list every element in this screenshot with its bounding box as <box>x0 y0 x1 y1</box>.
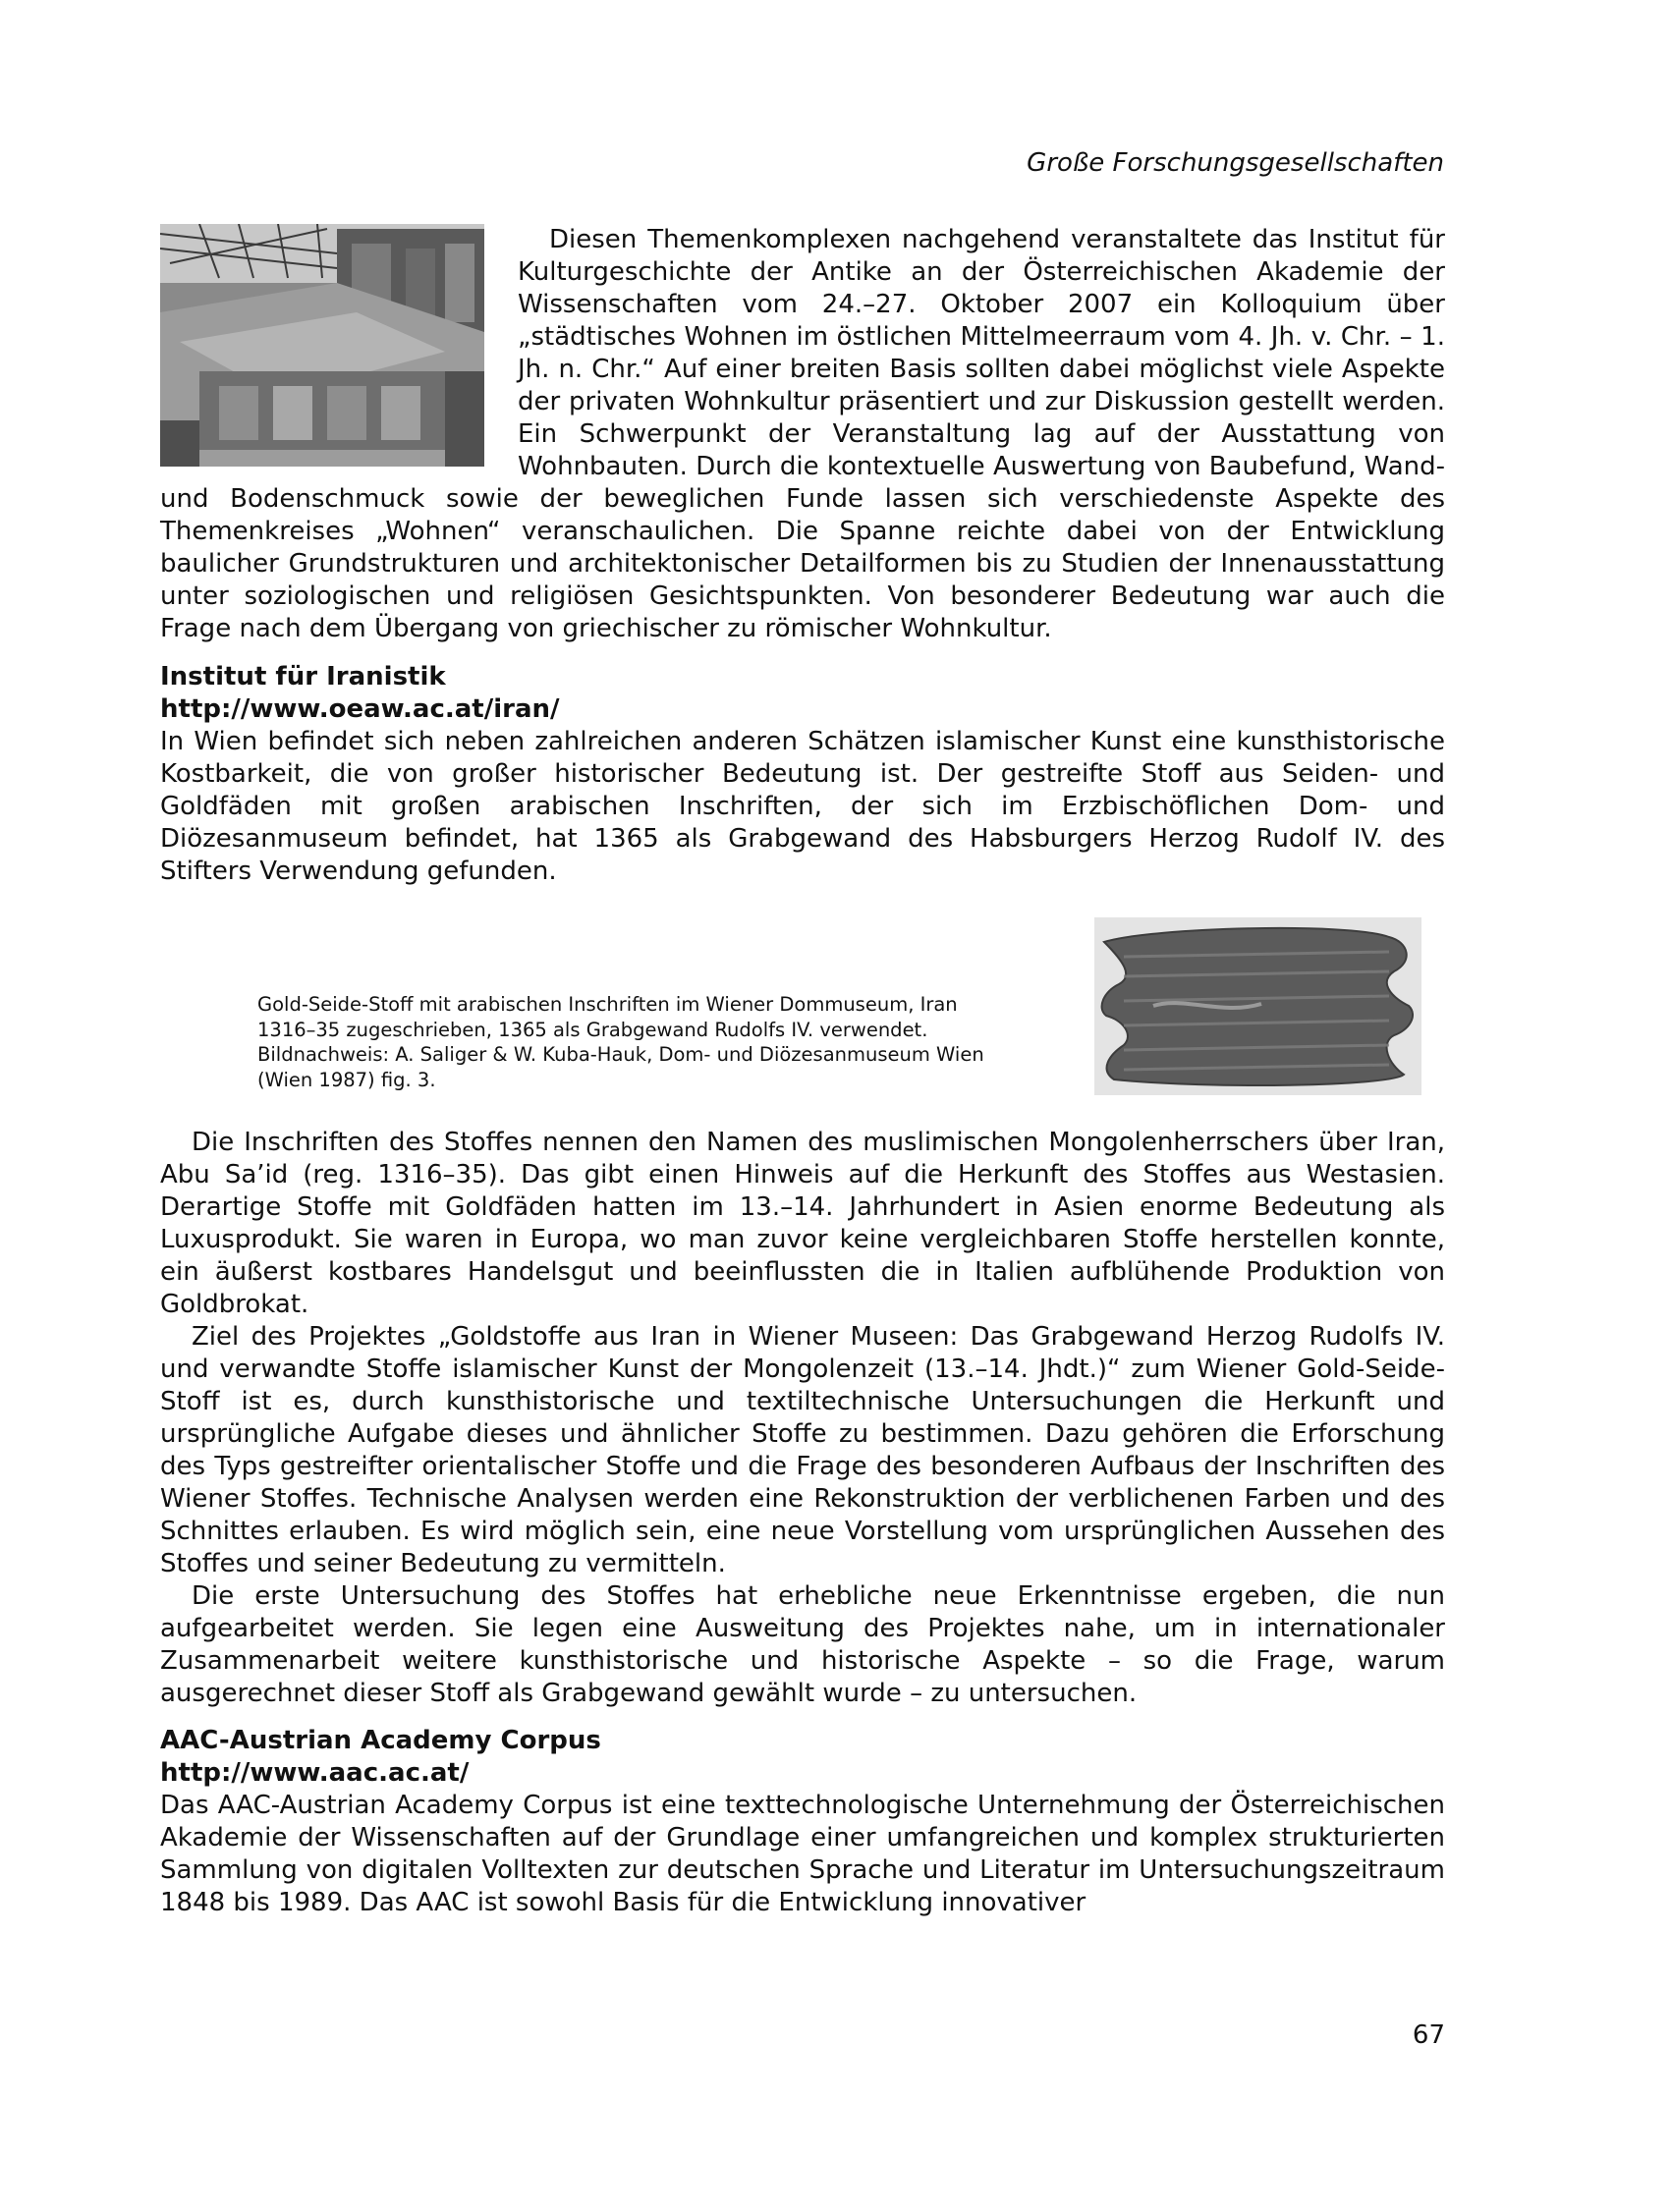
page-number: 67 <box>1412 2020 1445 2050</box>
aac-paragraph: Das AAC-Austrian Academy Corpus ist eine texttechnologische Unternehmung der Österreichischen Akademie der Wissenschaften auf der Grundlage einer umfangreichen und komplex strukturierten Sammlung von digitalen Volltexten zur deutschen Sprache und Literatur im Untersuchungszeitraum 1848 bis 1989. Das AAC ist sowohl Basis für die Entwicklung innovativer <box>160 1791 1445 1917</box>
aac-url: http://www.aac.ac.at/ <box>160 1758 470 1788</box>
iranistik-url: http://www.oeaw.ac.at/iran/ <box>160 694 560 724</box>
caption-line: 1316–35 zugeschrieben, 1365 als Grabgewand Rudolfs IV. verwendet. <box>257 1018 928 1041</box>
running-head: Große Forschungsgesellschaften <box>1027 148 1444 178</box>
body-paragraph: Die erste Untersuchung des Stoffes hat erhebliche neue Erkenntnisse ergeben, die nun aufgearbeitet werden. Sie legen eine Ausweitung des Projektes nahe, um in internationaler Zusammenarbeit weitere kunsthistorische und historische Aspekte – so die Frage, warum ausgerechnet dieser Stoff als Grabgewand gewählt wurde – zu untersuchen. <box>160 1581 1445 1708</box>
figure-caption <box>257 992 1073 1092</box>
caption-line: (Wien 1987) fig. 3. <box>257 1068 436 1091</box>
iranistik-section <box>160 661 1445 888</box>
body-paragraph: Ziel des Projektes „Goldstoffe aus Iran in Wiener Museen: Das Grabgewand Herzog Rudolfs IV. und verwandte Stoffe islamischer Kunst der Mongolenzeit (13.–14. Jhdt.)“ zum Wiener Gold-Seide-Stoff ist es, durch kunsthistorische und textiltechnische Untersuchungen die Herkunft und ursprüngliche Aufgabe dieses und ähnlicher Stoffe zu bestimmen. Dazu gehören die Erforschung des Typs gestreifter orientalischer Stoffe und die Frage des besonderen Aufbaus der Inschriften des Wiener Stoffes. Technische Analysen werden eine Rekonstruktion der verblichenen Farben und des Schnittes erlauben. Es wird möglich sein, eine neue Vorstellung vom ursprünglichen Aussehen des Stoffes und seiner Bedeutung zu vermitteln. <box>160 1322 1445 1578</box>
intro-section <box>160 224 1445 645</box>
body-paragraph: Die Inschriften des Stoffes nennen den Namen des muslimischen Mongolenherrschers über Iran, Abu Sa’id (reg. 1316–35). Das gibt einen Hinweis auf die Herkunft des Stoffes aus Westasien. Derartige Stoffe mit Goldfäden hatten im 13.–14. Jahrhundert in Asien enorme Bedeutung als Luxusprodukt. Sie waren in Europa, wo man zuvor keine vergleichbaren Stoffe herstellen konnte, ein äußerst kostbares Handelsgut und beeinflussten die in Italien aufblühende Produktion von Goldbrokat. <box>160 1128 1445 1319</box>
iranistik-paragraph: In Wien befindet sich neben zahlreichen anderen Schätzen islamischer Kunst eine kunsthistorische Kostbarkeit, die von großer historischer Bedeutung ist. Der gestreifte Stoff aus Seiden- und Goldfäden mit großen arabischen Inschriften, der sich im Erzbischöflichen Dom- und Diözesanmuseum befindet, hat 1365 als Grabgewand des Habsburgers Herzog Rudolf IV. des Stifters Verwendung gefunden. <box>160 727 1445 886</box>
caption-line: Gold-Seide-Stoff mit arabischen Inschriften im Wiener Dommuseum, Iran <box>257 993 958 1016</box>
excavation-site-photo <box>160 224 484 467</box>
body-section <box>160 1127 1445 1710</box>
aac-heading: AAC-Austrian Academy Corpus <box>160 1726 601 1755</box>
gold-silk-textile-photo <box>1094 917 1421 1095</box>
aac-section <box>160 1725 1445 1919</box>
caption-line: Bildnachweis: A. Saliger & W. Kuba-Hauk, Dom- und Diözesanmuseum Wien <box>257 1043 984 1066</box>
iranistik-heading: Institut für Iranistik <box>160 662 446 691</box>
intro-paragraph: Diesen Themenkomplexen nachgehend veranstaltete das Institut für Kulturgeschichte der Antike an der Österreichischen Akademie der Wissenschaften vom 24.–27. Oktober 2007 ein Kolloquium über „städtisches Wohnen im östlichen Mittelmeerraum vom 4. Jh. v. Chr. – 1. Jh. n. Chr.“ Auf einer breiten Basis sollten dabei möglichst viele Aspekte der privaten Wohnkultur präsentiert und zur Diskussion gestellt werden. Ein Schwerpunkt der Veranstaltung lag auf der Ausstattung von Wohnbauten. Durch die kontextuelle Auswertung von Baubefund, Wand- und Bodenschmuck sowie der beweglichen Funde lassen sich verschiedenste Aspekte des Themenkreises „Wohnen“ veranschaulichen. Die Spanne reichte dabei von der Entwicklung baulicher Grundstrukturen und architektonischer Detailformen bis zu Studien der Innenausstattung unter soziologischen und religiösen Gesichtspunkten. Von besonderer Bedeutung war auch die Frage nach dem Übergang von griechischer zu römischer Wohnkultur. <box>160 225 1445 643</box>
